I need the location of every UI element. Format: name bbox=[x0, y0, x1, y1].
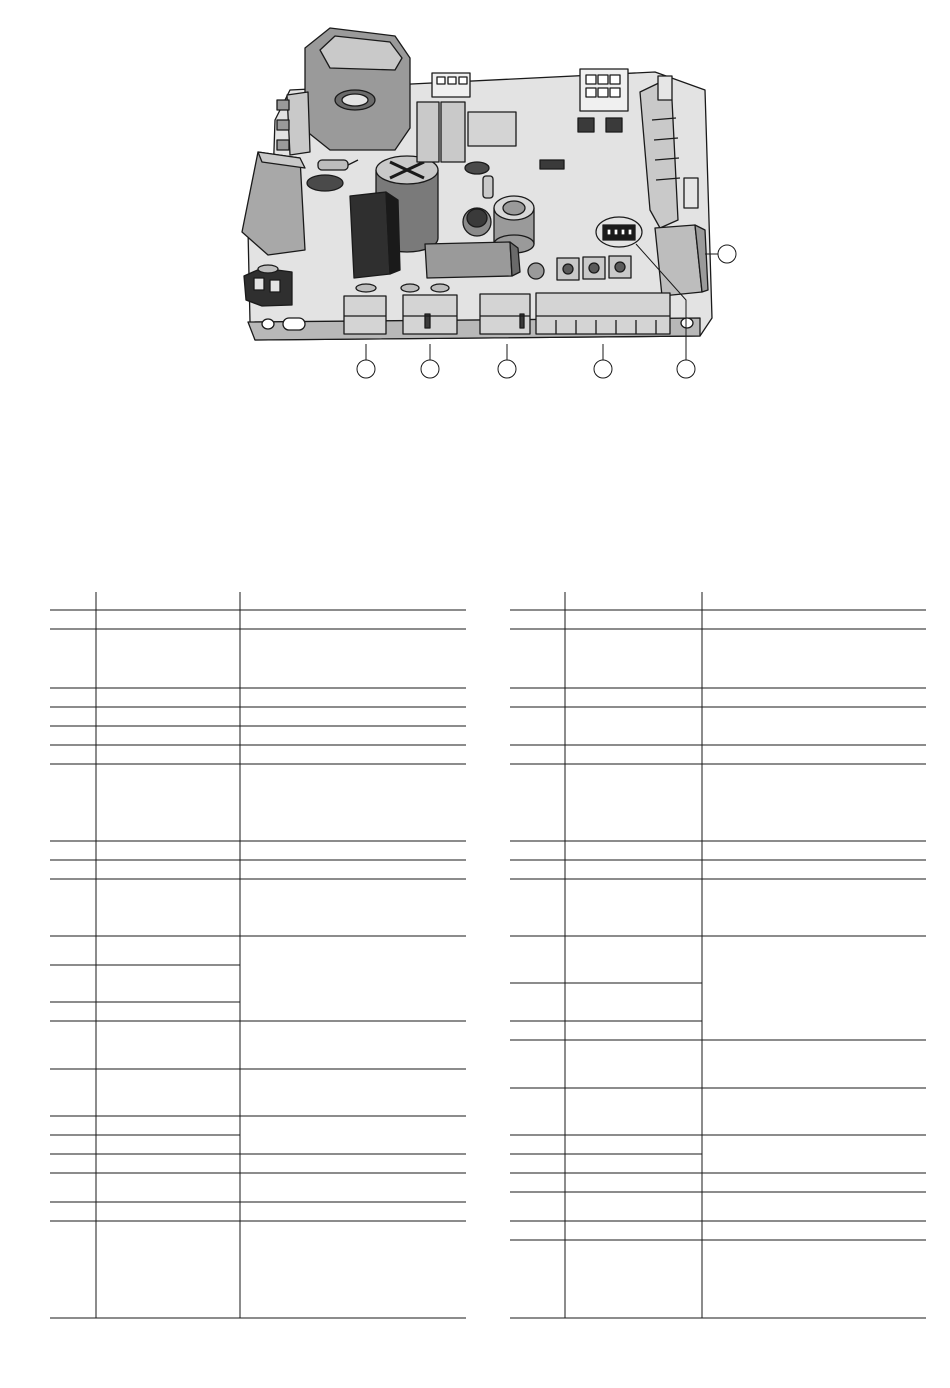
mount-hole-1 bbox=[262, 319, 274, 329]
box-relay-left bbox=[242, 152, 305, 255]
oval-pad-1 bbox=[307, 175, 343, 191]
dark-relay bbox=[350, 192, 400, 278]
parts-table-right bbox=[508, 592, 928, 1324]
resistor bbox=[318, 160, 348, 170]
left-terminal-strip bbox=[277, 92, 310, 155]
ic-chip-1 bbox=[578, 118, 594, 132]
transformer bbox=[305, 28, 410, 150]
control-board-diagram bbox=[0, 0, 950, 400]
push-buttons bbox=[557, 256, 631, 280]
oval-pad-3 bbox=[258, 265, 278, 273]
coil bbox=[463, 208, 491, 236]
fuse-holder bbox=[244, 268, 292, 306]
callout-circle-4 bbox=[594, 360, 612, 378]
callout-circle-3 bbox=[498, 360, 516, 378]
oval-pad-2 bbox=[465, 162, 489, 174]
mount-slot bbox=[283, 318, 305, 330]
terminal-block-4 bbox=[536, 293, 670, 334]
ic-chip-3 bbox=[540, 160, 564, 169]
ic-chip-2 bbox=[606, 118, 622, 132]
parts-table-left bbox=[48, 592, 468, 1324]
top-right-connector bbox=[580, 69, 628, 111]
table-rule bbox=[510, 610, 926, 1318]
small-cap bbox=[483, 176, 493, 198]
mount-hole-2 bbox=[681, 318, 693, 328]
right-terminal-block bbox=[655, 225, 708, 296]
callout-circle-1 bbox=[357, 360, 375, 378]
callout-circle-5 bbox=[677, 360, 695, 378]
callout-circle-2 bbox=[421, 360, 439, 378]
small-round-component bbox=[528, 263, 544, 279]
callout-circle-6 bbox=[718, 245, 736, 263]
terminal-block-3 bbox=[480, 294, 530, 334]
table-rule bbox=[50, 610, 466, 1318]
grey-relay-block bbox=[425, 242, 520, 278]
